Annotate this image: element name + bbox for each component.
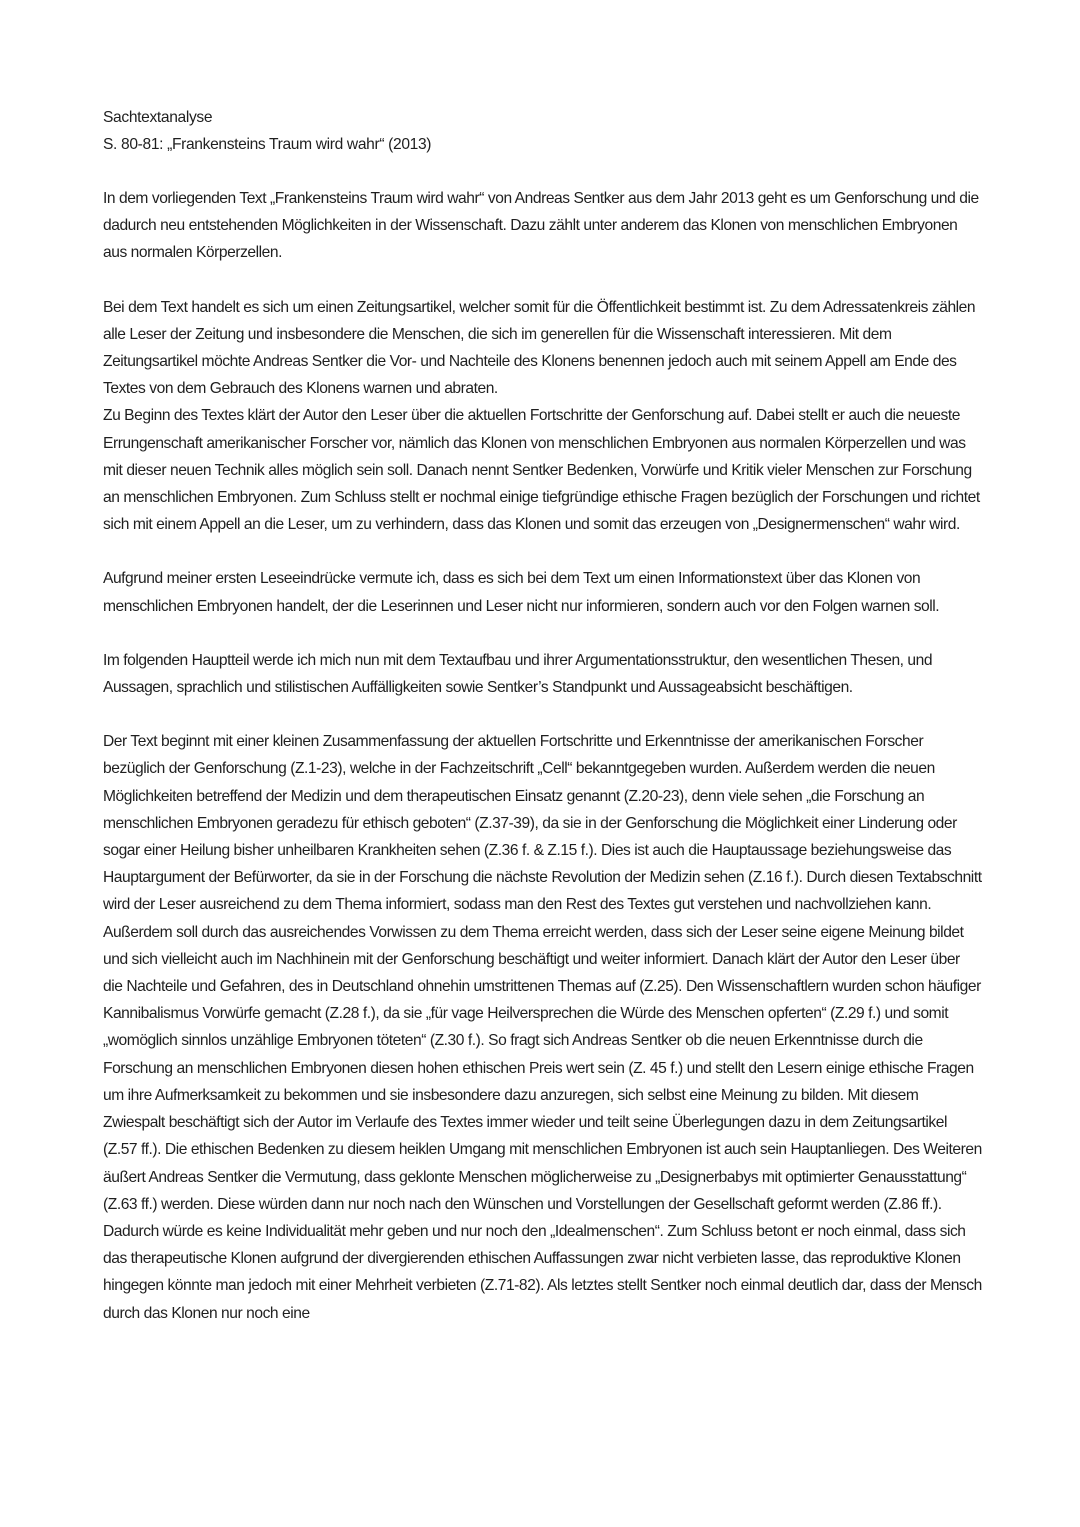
paragraph-introduction: In dem vorliegenden Text „Frankensteins Traum wird wahr“ von Andreas Sentker aus dem Jahr 2013 geht es um Genforschung und die dadurch neu entstehenden Möglichkeiten in der Wissenschaft. Dazu zählt unter anderem das Klonen von menschlichen Embryonen aus normalen Körperzellen. [103, 190, 979, 262]
paragraph-text-type: Bei dem Text handelt es sich um einen Zeitungsartikel, welcher somit für die Öffentlichkeit bestimmt ist. Zu dem Adressatenkreis zählen alle Leser der Zeitung und insbesondere die Menschen, die sich im generellen für die Wissenschaft interessieren. Mit dem Zeitungsartikel möchte Andreas Sentker die Vor- und Nachteile des Klonens benennen jedoch auch mit seinem Appell am Ende des Textes von dem Gebrauch des Klonens warnen und abraten. [103, 298, 976, 398]
paragraph-main-part-intro: Im folgenden Hauptteil werde ich mich nun mit dem Textaufbau und ihrer Argumentationsstruktur, den wesentlichen Thesen, und Aussagen, sprachlich und stilistischen Auffälligkeiten sowie Sentker’s Standpunkt und Aussageabsicht beschäftigen. [103, 651, 933, 697]
paragraph-content-summary: Zu Beginn des Textes klärt der Autor den Leser über die aktuellen Fortschritte der Genforschung auf. Dabei stellt er auch die neueste Errungenschaft amerikanischer Forscher vor, nämlich das Klonen von menschlichen Embryonen aus normalen Körperzellen und was mit dieser neuen Technik alles möglich sein soll. Danach nennt Sentker Bedenken, Vorwürfe und Kritik vieler Menschen zur Forschung an menschlichen Embryonen. Zum Schluss stellt er nochmal einige tiefgründige ethische Fragen bezüglich der Forschungen und richtet sich mit einem Appell an die Leser, um zu verhindern, dass das Klonen und somit das erzeugen von „Designermenschen“ wahr wird. [103, 407, 980, 534]
spacer [103, 158, 983, 185]
spacer [103, 620, 983, 647]
document-heading: Sachtextanalyse [103, 109, 213, 126]
spacer [103, 267, 983, 294]
spacer [103, 701, 983, 728]
document-subheading: S. 80-81: „Frankensteins Traum wird wahr“ (2013) [103, 136, 432, 153]
paragraph-analysis: Der Text beginnt mit einer kleinen Zusammenfassung der aktuellen Fortschritte und Erkenntnisse der amerikanischen Forscher bezüglich der Genforschung (Z.1-23), welche in der Fachzeitschrift „Cell“ bekanntgegeben wurden. Außerdem werden die neuen Möglichkeiten betreffend der Medizin und dem therapeutischen Einsatz genannt (Z.20-23), denn viele sehen „die Forschung an menschlichen Embryonen geradezu für ethisch geboten“ (Z.37-39), da sie in der Genforschung die Möglichkeit einer Linderung oder sogar einer Heilung bisher unheilbaren Krankheiten sehen (Z.36 f. & Z.15 f.). Dies ist auch die Hauptaussage beziehungsweise das Hauptargument der Befürworter, da sie in der Forschung die nächste Revolution der Medizin sehen (Z.16 f.). Durch diesen Textabschnitt wird der Leser ausreichend zu dem Thema informiert, sodass man den Rest des Textes gut verstehen und nachvollziehen kann. Außerdem soll durch das ausreichendes Vorwissen zu dem Thema erreicht werden, dass sich der Leser seine eigene Meinung bildet und sich vielleicht auch im Nachhinein mit der Genforschung beschäftigt und weiter informiert. Danach klärt der Autor den Leser über die Nachteile und Gefahren, des in Deutschland ohnehin umstrittenen Themas auf (Z.25). Den Wissenschaftlern wurden schon häufiger Kannibalismus Vorwürfe gemacht (Z.28 f.), da sie „für vage Heilversprechen die Würde des Menschen opferten“ (Z.29 f.) und somit „womöglich sinnlos unzählige Embryonen töteten“ (Z.30 f.). So fragt sich Andreas Sentker ob die neuen Erkenntnisse durch die Forschung an menschlichen Embryonen diesen hohen ethischen Preis wert sein (Z. 45 f.) und stellt den Lesern einige ethische Fragen um ihre Aufmerksamkeit zu bekommen und sie insbesondere dazu anzuregen, sich selbst eine Meinung zu bilden. Mit diesem Zwiespalt beschäftigt sich der Autor im Verlaufe des Textes immer wieder und teilt seine Überlegungen dazu in dem Zeitungsartikel (Z.57 ff.). Die ethischen Bedenken zu diesem heiklen Umgang mit menschlichen Embryonen ist auch sein Hauptanliegen. Des Weiteren äußert Andreas Sentker die Vermutung, dass geklonte Menschen möglicherweise zu „Designerbabys mit optimierter Genausstattung“ (Z.63 ff.) werden. Diese würden dann nur noch nach den Wünschen und Vorstellungen der Gesellschaft geformt werden (Z.86 ff.). Dadurch würde es keine Individualität mehr geben und nur noch den „Idealmenschen“. Zum Schluss betont er noch einmal, dass sich das therapeutische Klonen aufgrund der divergierenden ethischen Auffassungen zwar nicht verbieten lasse, das reproduktive Klonen hingegen könnte man jedoch mit einer Mehrheit verbieten (Z.71-82). Als letztes stellt Sentker noch einmal deutlich dar, dass der Mensch durch das Klonen nur noch eine [103, 733, 982, 1322]
spacer [103, 538, 983, 565]
document-page [103, 104, 983, 1327]
paragraph-first-impression: Aufgrund meiner ersten Leseeindrücke vermute ich, dass es sich bei dem Text um einen Informationstext über das Klonen von menschlichen Embryonen handelt, der die Leserinnen und Leser nicht nur informieren, sondern auch vor den Folgen warnen soll. [103, 570, 940, 615]
